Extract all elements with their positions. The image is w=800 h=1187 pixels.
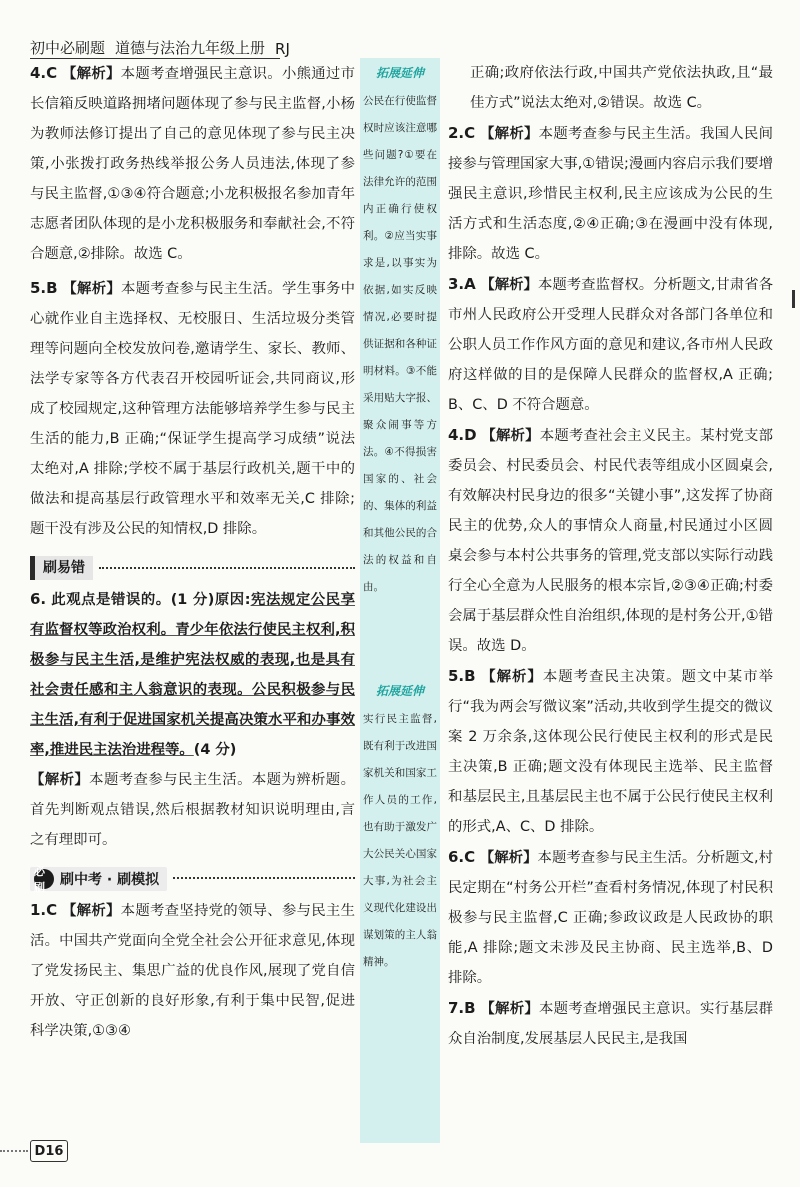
section-mock-badge — [30, 865, 167, 894]
extension-sidebar — [360, 58, 440, 1143]
answer-right-6: 6.C 【解析】本题考查参与民主生活。分析题文,村民定期在“村务公开栏”查看村务情况,体现了村民积极参与民主监督,C 正确;参政议政是人民政协的职能,A 排除;题文未涉及民主协商、民主选举,B、D 排除。 — [448, 848, 773, 986]
footer-dots — [0, 1150, 28, 1152]
extension-title-1: 拓展延伸 — [375, 66, 424, 80]
section-mock-label: 刷中考 · 刷模拟 — [60, 872, 160, 888]
answer-continuation: 正确;政府依法行政,中国共产党依法执政,且“最佳方式”说法太绝对,②错误。故选 C。 — [470, 65, 773, 111]
answer-left-1: 1.C 【解析】本题考查坚持党的领导、参与民主生活。中国共产党面向全党全社会公开征求意见,体现了党发扬民主、集思广益的优良作风,展现了党自信开放、守正创新的良好形象,有利于集中民智,促进科学决策,①③④ — [30, 901, 355, 1039]
right-column — [448, 58, 773, 1054]
book-title: 道德与法治九年级上册 — [115, 39, 266, 57]
series-title: 初中必刷题 — [30, 39, 106, 57]
answer-right-5: 5.B 【解析】本题考查民主决策。题文中某市举行“我为两会写微议案”活动,共收到学生提交的微议案 2 万余条,这体现公民行使民主权利的形式是民主决策,B 正确;题文没有体现民主选举、民主监督和基层民主,且基层民主也不属于公民行使民主权利的形式,A、C、D 排除。 — [448, 667, 773, 835]
answer-right-2: 2.C 【解析】本题考查参与民主生活。我国人民间接参与管理国家大事,①错误;漫画内容启示我们要增强民主意识,珍惜民主权利,民主应该成为公民的生活方式和生活态度,②④正确;③在漫画中没有体现,排除。故选 C。 — [448, 124, 773, 262]
extension-title-2: 拓展延伸 — [375, 684, 424, 698]
answer-right-4: 4.D 【解析】本题考查社会主义民主。某村党支部委员会、村民委员会、村民代表等组成小区圆桌会,有效解决村民身边的很多“关键小事”,这发挥了协商民主的优势,众人的事情众人商量,村民通过小区圆桌会参与本村公共事务的管理,党支部以实际行动践行全心全意为人民服务的根本宗旨,②③④正确;村委会属于基层群众性自治组织,体现的是村务公开,①错误。故选 D。 — [448, 426, 773, 654]
section-easy-mistake — [30, 550, 355, 584]
extension-text-1: 公民在行使监督权时应该注意哪些问题?①要在法律允许的范围内正确行使权利。②应当实事求是,以事实为依据,如实反映情况,必要时提供证据和各种证明材料。③不能采用贴大字报、聚众闹事等方法。④不得损害国家的、社会的、集体的利益和其他公民的合法的权益和自由。 — [363, 95, 437, 593]
answer-left-5: 5.B 【解析】本题考查参与民主生活。学生事务中心就作业自主选择权、无校服日、生活垃圾分类管理等问题向全校发放问卷,邀请学生、家长、教师、法学专家等各方代表召开校园听证会,共同商议,形成了校园规定,这种管理方法能够培养学生参与民主生活的能力,B 正确;“保证学生提高学习成绩”说法太绝对,A 排除;学校不属于基层行政机关,题干中的做法和提高基层行政管理水平和效率无关,C 排除;题干没有涉及公民的知情权,D 排除。 — [30, 279, 355, 537]
edition-label: RJ — [275, 40, 290, 58]
section-easy-label: 刷易错 — [30, 556, 93, 580]
section-mock — [30, 861, 355, 895]
page-number: D16 — [30, 1140, 68, 1162]
section-divider — [99, 567, 355, 569]
extension-block-2 — [363, 676, 437, 976]
section-divider — [173, 877, 355, 879]
answer-left-4: 4.C 【解析】本题考查增强民主意识。小熊通过市长信箱反映道路拥堵问题体现了参与民主监督,小杨为教师法修订提出了自己的意见体现了参与民主决策,小张拨打政务热线举报公务人员违法,体现了参与民主监督,①③④符合题意;小龙积极报名参加青年志愿者团队体现的是小龙积极服务和奉献社会,不符合题意,②排除。故选 C。 — [30, 64, 355, 262]
analysis-left-6: 【解析】本题考查参与民主生活。本题为辨析题。首先判断观点错误,然后根据教材知识说明理由,言之有理即可。 — [30, 772, 355, 848]
brush-icon: 必刷 — [34, 869, 54, 889]
edge-mark — [792, 290, 795, 308]
answer-right-7: 7.B 【解析】本题考查增强民主意识。实行基层群众自治制度,发展基层人民民主,是我国 — [448, 999, 773, 1047]
extension-text-2: 实行民主监督,既有利于改进国家机关和国家工作人员的工作,也有助于激发广大公民关心国家大事,为社会主义现代化建设出谋划策的主人翁精神。 — [363, 713, 437, 968]
answer-right-3: 3.A 【解析】本题考查监督权。分析题文,甘肃省各市州人民政府公开受理人民群众对各部门各单位和公职人员工作作风方面的意见和建议,各市州人民政府这样做的目的是保障人民群众的监督权,A 正确;B、C、D 不符合题意。 — [448, 275, 773, 413]
answer-left-6: 6. 此观点是错误的。(1 分)原因:宪法规定公民享有监督权等政治权利。青少年依法行使民主权利,积极参与民主生活,是维护宪法权威的表现,也是具有社会责任感和主人翁意识的表现。公民积极参与民主生活,有利于促进国家机关提高决策水平和办事效率,推进民主法治进程等。(4 分) — [30, 590, 356, 758]
left-column — [30, 58, 355, 1046]
page-header — [30, 30, 770, 58]
